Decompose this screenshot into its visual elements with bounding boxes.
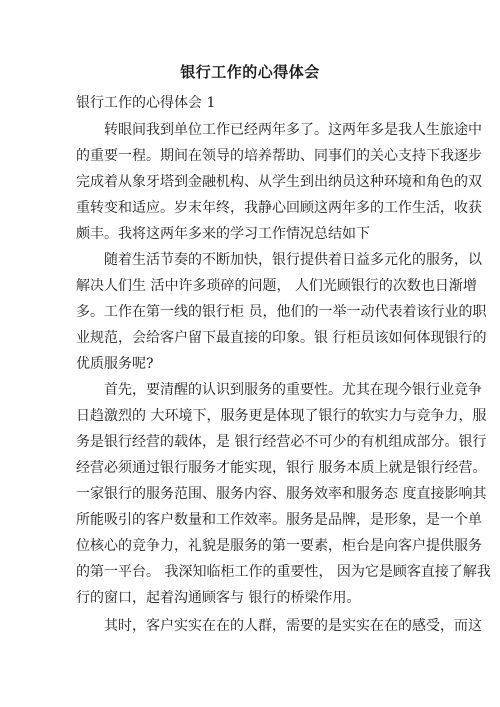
paragraph-line: 一家银行的服务范围、服务内容、服务效率和服务态 度直接影响其 — [76, 486, 487, 502]
paragraph-line: 业规范，会给客户留下最直接的印象。银 行柜员该如何体现银行的 — [76, 330, 487, 346]
paragraph-line: 行的窗口，起着沟通顾客与 银行的桥梁作用。 — [76, 590, 361, 606]
paragraph-line: 解决人们生 活中许多琐碎的问题， 人们光顾银行的次数也日渐增 — [76, 278, 477, 294]
paragraph-line: 转眼间我到单位工作已经两年多了。这两年多是我人生旅途中 — [104, 122, 482, 138]
paragraph-line: 颇丰。我将这两年多来的学习工作情况总结如下 — [76, 226, 370, 242]
paragraph-line: 的重要一程。期间在领导的培养帮助、同事们的关心支持下我逐步 — [76, 148, 482, 164]
paragraph-line: 务是银行经营的载体，是 银行经营必不可少的有机组成部分。银行 — [76, 434, 487, 450]
paragraph-line: 首先，要清醒的认识到服务的重要性。尤其在现今银行业竞争 — [104, 382, 482, 398]
paragraph-line: 的第一平台。 我深知临柜工作的重要性， 因为它是顾客直接了解我 — [76, 564, 491, 580]
paragraph-line: 日趋激烈的 大环境下，服务更是体现了银行的软实力与竞争力，服 — [76, 408, 487, 424]
paragraph-line: 多。工作在第一线的银行柜 员，他们的一举一动代表着该行业的职 — [76, 304, 487, 320]
paragraph-line: 所能吸引的客户数量和工作效率。服务是品牌，是形象，是一个单 — [76, 512, 482, 528]
paragraph-line: 优质服务呢? — [76, 356, 154, 372]
paragraph-line: 经营必须通过银行服务才能实现，银行 服务本质上就是银行经营。 — [76, 460, 487, 476]
paragraph-line: 随着生活节奏的不断加快，银行提供着日益多元化的服务，以 — [104, 252, 482, 268]
paragraph-line: 位核心的竞争力，礼貌是服务的第一要素，柜台是向客户提供服务 — [76, 538, 482, 554]
paragraph-line: 其时，客户实实在在的人群，需要的是实实在在的感受，而这 — [104, 618, 482, 634]
document-title: 银行工作的心得体会 — [180, 63, 320, 81]
paragraph-line: 完成着从象牙塔到金融机构、从学生到出纳员这种环境和角色的双 — [76, 174, 482, 190]
paragraph-line: 重转变和适应。岁末年终，我静心回顾这两年多的工作生活，收获 — [76, 200, 482, 216]
section-heading: 银行工作的心得体会 1 — [76, 95, 216, 111]
